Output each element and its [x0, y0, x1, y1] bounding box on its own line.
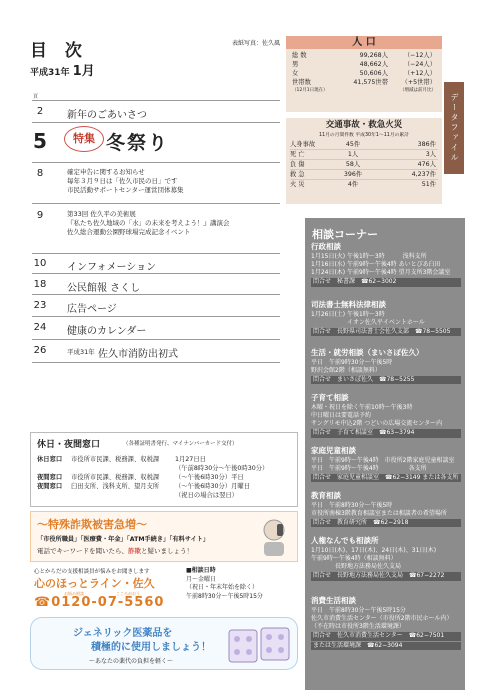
consult-heading: 消費生活相談 — [311, 596, 356, 605]
toc-page: 10 — [33, 258, 47, 269]
toc-text: 健康のカレンダー — [67, 326, 147, 337]
toc-text: インフォメーション — [67, 262, 157, 273]
consult-line: 1月24日(木) 午前9時～午後4時 望月支所3階会議室 — [311, 269, 451, 277]
consult-line: 長野地方法務局佐久支局 — [311, 563, 402, 571]
consult-line: 1月10日(木)、17日(木)、24日(木)、31日(木) — [311, 547, 437, 555]
toc-sub-line: 確定申告に関するお知らせ — [67, 168, 145, 176]
feature-title[interactable]: 冬祭り — [106, 132, 170, 154]
toc-page: 8 — [36, 168, 44, 179]
consult-line: 1月26日(土) 午後1時～3時 — [311, 311, 385, 319]
toc-divider — [32, 162, 280, 163]
consult-title: 相談コーナー — [312, 228, 378, 241]
toc-page: 2 — [36, 106, 44, 117]
hotline-ruby-left: お悩み相談 — [64, 591, 84, 596]
holiday-row: （祝日の場合は翌日） — [175, 492, 238, 499]
cover-caption: 表紙写真：佐久風 — [232, 40, 281, 47]
toc-page: 26 — [33, 345, 47, 356]
consult-heading: 家庭児童相談 — [311, 446, 356, 455]
holiday-row: （午前8時30分～午後0時30分） — [175, 465, 269, 472]
toc-divider — [32, 100, 280, 101]
phone-person-icon — [257, 516, 291, 558]
toc-sub-line: 佐久総合運動公園野球場完成記念イベント — [67, 227, 191, 236]
toc-divider — [32, 273, 280, 274]
consult-line: 1月15日(火) 午後1時～3時 浅科支所 — [311, 253, 427, 261]
consult-heading: 人権なんでも相談所 — [311, 536, 379, 545]
hotline-ruby-right: こころがおう — [116, 591, 140, 596]
consult-line: イオン佐久平イベントホール — [311, 319, 425, 327]
accidents-box — [286, 118, 442, 204]
consult-section — [311, 446, 461, 482]
issue-month: 1月 — [72, 64, 95, 79]
consult-contact: 問合せ 子育て相談室 ☎63−3794 — [311, 429, 461, 437]
toc-page-feature: 5 — [33, 129, 47, 153]
consult-contact: または生活環境課 ☎62−3094 — [311, 642, 461, 650]
consult-heading: 行政相談 — [311, 242, 341, 251]
pill-packs-icon — [227, 626, 293, 666]
toc-divider — [32, 203, 280, 204]
population-box — [286, 36, 442, 112]
accident-row: 死 亡 1人 3人 — [290, 151, 436, 158]
consult-line: 佐久市消費生活センター（市役所2階市民ホール内） — [311, 615, 453, 623]
generic-line2: 積極的に使用しましょう！ — [91, 642, 211, 653]
population-row: 総 数 99,268人 （−12人） — [292, 52, 436, 59]
population-note: （12月1日現在） （増減は前月比） — [292, 88, 436, 93]
consult-contact: 問合せ 家庭児童相談室 ☎62−3149 または各支所 — [311, 474, 461, 482]
fraud-title: 〜特殊詐欺被害急増〜 — [37, 518, 147, 531]
consult-section — [311, 242, 461, 287]
toc-divider — [32, 316, 280, 317]
consult-line: （不在時は市役所3階生活環境課） — [311, 623, 405, 631]
consult-section — [311, 348, 461, 384]
holiday-row: 休日窓口 市役所市民課、税務課、収税課 1月27日日 — [37, 456, 206, 463]
holiday-title: 休日・夜間窓口 — [37, 440, 101, 450]
toc-sub-line: 毎年３月９日は「佐久市民の日」です — [67, 176, 178, 185]
toc-text: 佐久市消防出初式 — [98, 349, 178, 360]
toc-page: 9 — [36, 210, 44, 221]
fraud-keywords: 「市役所職員」「医療費・年金」「ATM手続き」「有料サイト」 — [37, 536, 210, 543]
fraud-advice: 電話でキーワードを聞いたら、詐欺と疑いましょう！ — [37, 547, 193, 555]
toc-page: 23 — [33, 300, 47, 311]
toc-divider — [32, 362, 280, 363]
data-file-tab[interactable]: データファイル — [444, 82, 464, 174]
generic-line3: 〜あなたの薬代の負担を軽く〜 — [89, 658, 174, 665]
toc-divider — [32, 253, 280, 254]
accidents-title: 交通事故・救急火災 — [286, 118, 442, 132]
consult-section — [311, 491, 461, 527]
consult-line: 木曜・祝日を除く午前10時～午後3時 — [311, 404, 413, 412]
population-row: 世帯数 41,575世帯 （+5世帯） — [292, 79, 436, 86]
issue-label — [30, 60, 95, 79]
toc-divider — [32, 122, 280, 123]
hotline-box — [30, 565, 298, 612]
accidents-subtitle: 11月の月間件数 平成30年1～11月の累計 — [318, 133, 410, 138]
consult-heading: 生活・就労相談（まいさぽ佐久） — [311, 348, 424, 357]
consult-heading: 子育て相談 — [311, 393, 349, 402]
consult-contact: 問合せ 秘書課 ☎62−3002 — [311, 278, 461, 286]
fraud-warning-box — [30, 511, 298, 562]
holiday-note: （各種証明書発行、マイナンバーカード交付） — [123, 441, 238, 447]
consult-contact: 問合せ 長野県司法書士会佐久支部 ☎78−5505 — [311, 328, 461, 336]
accident-row: 人身事故 45件 386件 — [290, 141, 436, 148]
consult-line: 平日 午前8時30分～午後5時 — [311, 502, 393, 510]
consult-line: 中日曜日は要電話予約 — [311, 412, 372, 420]
accident-row: 負 傷 58人 476人 — [290, 161, 436, 168]
consult-section — [311, 536, 461, 581]
consult-contact: 問合せ 佐久市消費生活センター ☎62−7501 — [311, 632, 461, 640]
consult-line: 平日 午前9時～午後4時 市役所2階家庭児童相談室 — [311, 457, 455, 465]
feature-tag: 特集 — [64, 126, 104, 152]
consult-section — [311, 393, 461, 438]
toc-sub-line: 『私たち佐久地域の「水」の未来を考えよう！』講演会 — [67, 218, 230, 227]
issue-era: 平成31年 — [30, 68, 70, 78]
toc-sub-line: 市民活動サポートセンター運営団体募集 — [67, 185, 184, 194]
consult-line: 午前9時～午後4時（相談無料） — [311, 555, 397, 563]
accident-row: 火 災 4件 51件 — [290, 181, 436, 188]
holiday-row: 夜間窓口 市役所市民課、税務課、収税課 （～午後6時30分）平日 — [37, 474, 244, 481]
toc-era: 平成31年 — [67, 348, 95, 356]
consult-contact: 問合せ 教育研究所 ☎62−2918 — [311, 519, 461, 527]
toc-divider — [32, 339, 280, 340]
toc-divider — [32, 294, 280, 295]
hotline-number[interactable]: ☎0120-07-5560 — [34, 595, 165, 610]
hotline-name: 心のほっとライン・佐久 — [34, 577, 155, 590]
phone-icon: ☎ — [34, 595, 52, 610]
consult-line: 野沢会館2階（相談無料） — [311, 367, 381, 375]
consult-line: 市役所南棟3階教育相談室または相談者の希望場所 — [311, 510, 447, 518]
holiday-night-box — [30, 432, 298, 507]
holiday-row: 夜間窓口 臼田支所、浅科支所、望月支所 （～午後6時30分）月曜日 — [37, 483, 250, 490]
consult-line: 平日 午前9時～午後4時 各支所 — [311, 465, 427, 473]
consult-line: 平日 午前8時30分～午後5時15分 — [311, 607, 406, 615]
accident-row: 救 急 396件 4,237件 — [290, 171, 436, 178]
page-title: 目 次 — [30, 41, 88, 61]
hotline-intro: 心とからだの支援相談員が悩みをお聞きします — [34, 569, 150, 575]
consult-line: 平日 午前9時30分～午後5時 — [311, 359, 393, 367]
toc-sub-line: 第33回 佐久平の美術展 — [67, 210, 136, 218]
toc-page: 18 — [33, 279, 47, 290]
consult-heading: 司法書士無料法律相談 — [311, 300, 386, 309]
consult-contact: 問合せ まいさぽ佐久 ☎78−5255 — [311, 376, 461, 384]
consult-corner — [305, 218, 465, 690]
generic-drug-box — [30, 617, 298, 670]
toc-text: 広告ページ — [67, 304, 117, 315]
toc-page-header: 頁 — [33, 94, 39, 100]
consult-section — [311, 596, 461, 650]
hotline-hours: ■相談日時 月～金曜日 （祝日・年末年始を除く） 午前8時30分～午後5時15分 — [186, 567, 263, 601]
population-row: 男 48,662人 （−24人） — [292, 61, 436, 68]
consult-line: 1月16日(水) 午前9時～午後4時 あいとぴあ臼田 — [311, 261, 441, 269]
consult-heading: 教育相談 — [311, 491, 341, 500]
consult-section — [311, 300, 461, 336]
generic-line1: ジェネリック医薬品を — [73, 628, 173, 639]
consult-line: サングリモ中込2階 つどいの広場交流センター内 — [311, 420, 443, 428]
toc-text: 公民館報 さくし — [67, 283, 141, 294]
consult-contact: 問合せ 長野地方法務局佐久支局 ☎67−2272 — [311, 572, 461, 580]
toc-text: 新年のごあいさつ — [67, 110, 147, 121]
population-row: 女 50,606人 （+12人） — [292, 70, 436, 77]
population-title: 人 口 — [286, 36, 442, 49]
toc-page: 24 — [33, 322, 47, 333]
